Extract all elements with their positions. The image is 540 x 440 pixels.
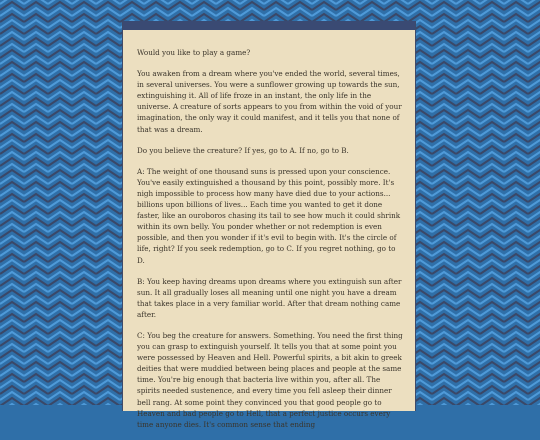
post-paragraph-option-c: C: You beg the creature for answers. Something. You need the first thing you can grasp to extinguish yourself. It tells you that at some point you were possessed by Heaven and Hell. Powerful spirits, a bit akin to greek deities that were muddied between being places and people at the same time. You're big enough that bacteria live within you, after all. The spirits needed sustenence, and every time you fell asleep their dinner bell rang. At some point they convinced you that good people go to Heaven and bad people go to Hell, that a perfect justice occurs every time anyone dies. It's common sense that ending	[137, 330, 403, 429]
post-paragraph-intro: You awaken from a dream where you've ended the world, several times, in several universes. You were a sunflower growing up towards the sun, extinguishing it. All of life froze in an instant, the only life in the universe. A creature of sorts appears to you from within the void of your imagination, the only way it could manifest, and it tells you that none of that was a dream.	[137, 69, 402, 134]
post-card	[122, 21, 416, 429]
post-header-bar	[123, 21, 415, 30]
post-paragraph-option-a: A: The weight of one thousand suns is pressed upon your conscience. You've easily extinguished a thousand by this point, possibly more. It's nigh impossible to process how many have died due to your actions... billions upon billions of lives... Each time you wanted to get it done faster, like an ouroboros chasing its tail to see how much it could shrink within its own belly. You ponder whether or not redemption is even possible, and then you wonder if it's evil to begin with. It's the circle of life, right? If you seek redemption, go to C. If you regret nothing, go to D.	[137, 166, 401, 265]
post-paragraph-choice: Do you believe the creature? If yes, go to A. If no, go to B.	[137, 145, 349, 155]
post-paragraph-option-b: B: You keep having dreams upon dreams where you extinguish sun after sun. It all gradually loses all meaning until one night you have a dream that takes place in a very familiar world. After that dream nothing came after.	[137, 276, 402, 319]
post-body	[137, 47, 405, 440]
post-paragraph-question: Would you like to play a game?	[137, 48, 251, 57]
